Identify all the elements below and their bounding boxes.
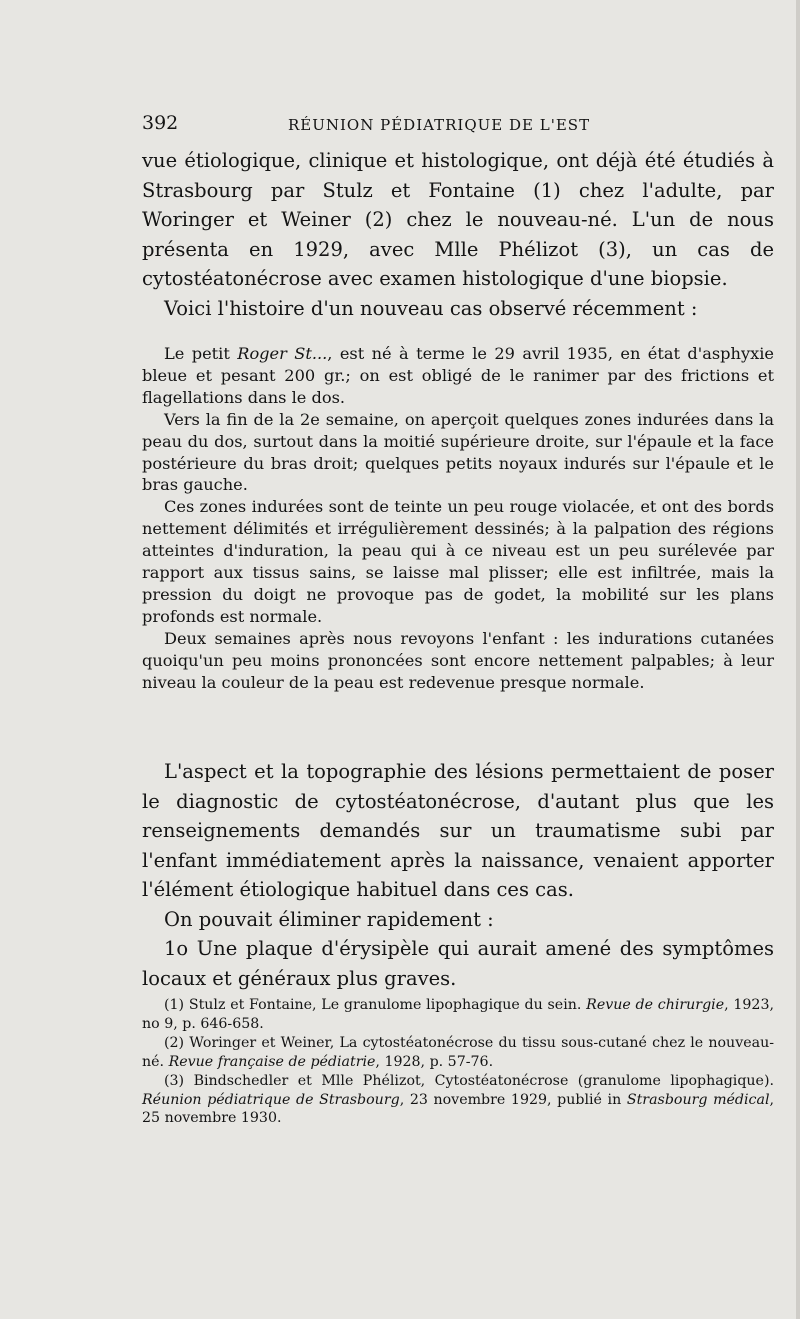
intro-paragraph: vue étiologique, clinique et histologique, ont déjà été étudiés à Strasbourg par Stulz et Fontaine (1) chez l'adulte, par Woringer et Weiner (2) chez le nouveau-né. L'un de nous présenta en 1929, avec Mlle Phélizot (3), un cas de cytostéatonécrose avec examen histologique d'une biopsie. xyxy=(142,149,774,290)
case-paragraph-followup: Deux semaines après nous revoyons l'enfant : les indurations cutanées quoiqu'un peu moins prononcées sont encore nettement palpables; à leur niveau la couleur de la peau est redevenue presque normale. xyxy=(142,628,774,692)
footnote-3: (3) Bindschedler et Mlle Phélizot, Cytostéatonécrose (granulome lipophagique). Réunion pédiatrique de Strasbourg, 23 novembre 1929, publié in Strasbourg médical, 25 novembre 1930. xyxy=(142,1072,774,1127)
footnote-1: (1) Stulz et Fontaine, Le granulome lipophagique du sein. Revue de chirurgie, 1923, no 9, p. 646-658. xyxy=(142,997,774,1032)
patient-name: Roger St... xyxy=(237,344,328,363)
differential-item-1: 1o Une plaque d'érysipèle qui aurait amené des symptômes locaux et généraux plus graves. xyxy=(142,937,774,990)
intro-lead-in: Voici l'histoire d'un nouveau cas observé récemment : xyxy=(164,296,698,320)
page-edge xyxy=(796,0,800,1319)
case-paragraph-onset: Vers la fin de la 2e semaine, on aperçoit quelques zones indurées dans la peau du dos, surtout dans la moitié supérieure droite, sur l'épaule et la face postérieure du bras droit; quelques petits noyaux indurés sur l'épaule et le bras gauche. xyxy=(142,409,774,495)
discussion-section xyxy=(142,757,774,993)
case-report xyxy=(142,343,774,694)
discussion-paragraph: L'aspect et la topographie des lésions permettaient de poser le diagnostic de cytostéatonécrose, d'autant plus que les renseignements demandés sur un traumatisme subi par l'enfant immédiatement après la naissance, venaient apporter l'élément étiologique habituel dans ces cas. xyxy=(142,760,774,901)
running-title: RÉUNION PÉDIATRIQUE DE L'EST xyxy=(288,116,591,134)
footnotes xyxy=(142,996,774,1128)
discussion-lead-in: On pouvait éliminer rapidement : xyxy=(164,907,494,931)
footnote-2: (2) Woringer et Weiner, La cytostéatonécrose du tissu sous-cutané chez le nouveau-né. Revue française de pédiatrie, 1928, p. 57-76. xyxy=(142,1034,774,1070)
intro-section xyxy=(142,146,774,323)
page-header xyxy=(142,112,782,142)
case-paragraph-description: Ces zones indurées sont de teinte un peu rouge violacée, et ont des bords nettement délimités et irrégulièrement dessinés; à la palpation des régions atteintes d'induration, la peau qui à ce niveau est un peu surélevée par rapport aux tissus sains, se laisse mal plisser; elle est infiltrée, mais la pression du doigt ne provoque pas de godet, la mobilité sur les plans profonds est normale. xyxy=(142,497,774,626)
page-number: 392 xyxy=(142,112,179,134)
case-paragraph-birth: Le petit Roger St..., est né à terme le 29 avril 1935, en état d'asphyxie bleue et pesant 200 gr.; on est obligé de le ranimer par des frictions et flagellations dans le dos. xyxy=(142,344,775,407)
